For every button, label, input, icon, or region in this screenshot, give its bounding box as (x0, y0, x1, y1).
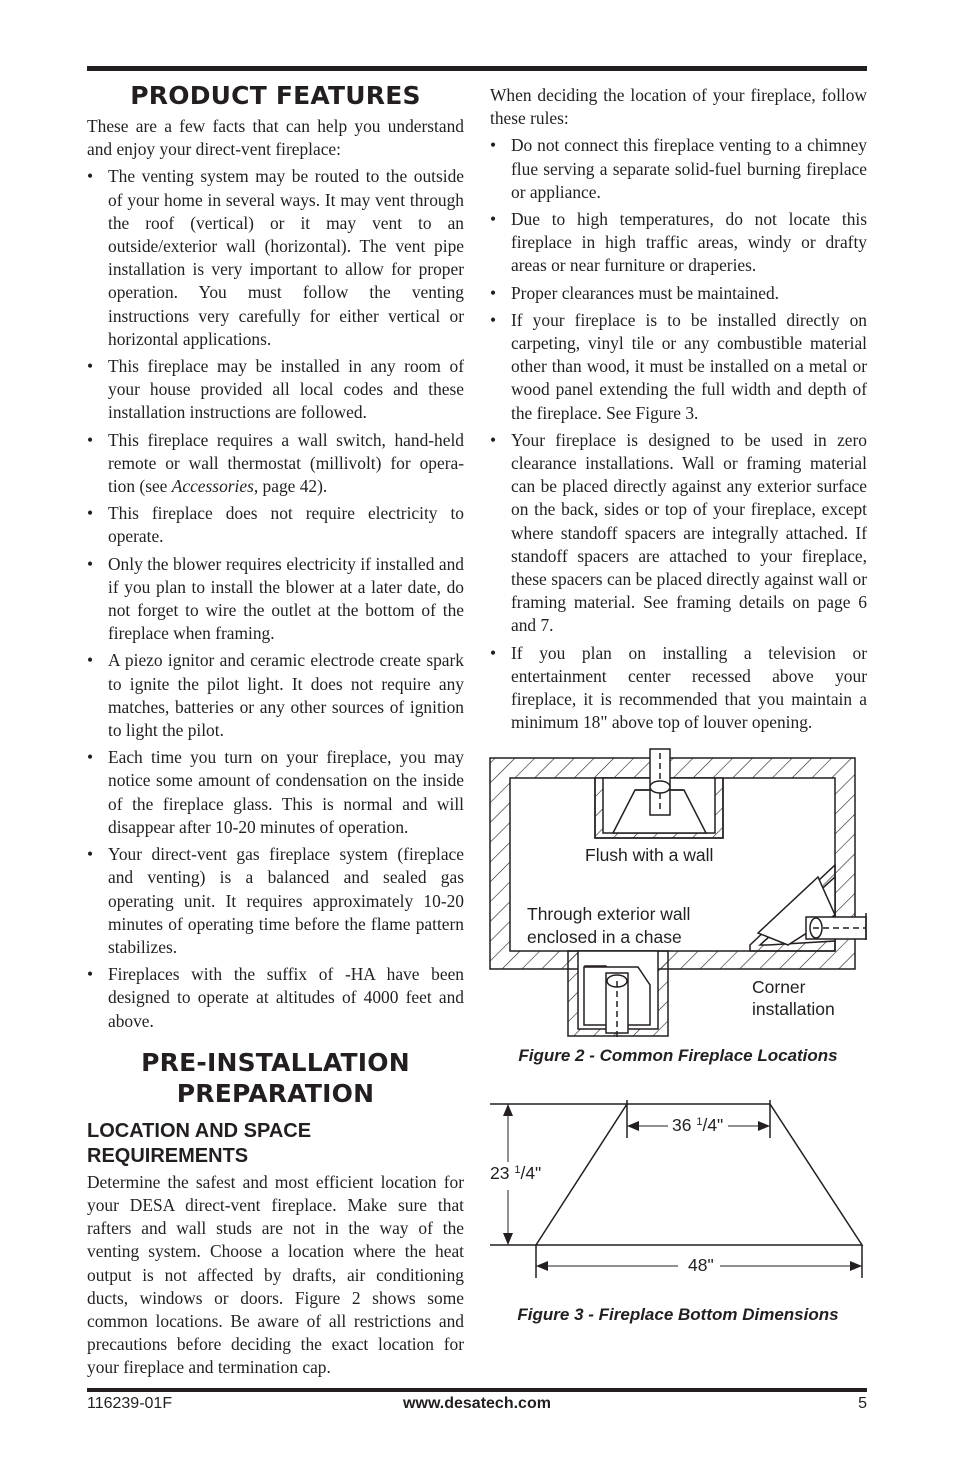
corner-label-line2: installation (752, 999, 835, 1019)
list-item: • Due to high temperatures, do not locate this fireplace in high traffic areas, windy or drafty areas or near furniture or draperies. (490, 208, 867, 278)
product-features-heading: PRODUCT FEATURES (130, 81, 421, 110)
figure-2-caption: Figure 2 - Common Fireplace Locations (518, 1046, 838, 1065)
bottom-rule (87, 1388, 867, 1392)
website-link[interactable]: www.desatech.com (403, 1395, 551, 1412)
depth-dimension: 23 $^1$/4" (490, 1163, 542, 1183)
corner-label-line1: Corner (752, 977, 806, 997)
part-number: 116239-01F (87, 1395, 173, 1412)
list-item: • Your fireplace is designed to be used in zero clearance installations. Wall or framing material can be placed directly against any exterior surface on the back, sides or top of your fireplace, except where standoff spacers are integrally attached. If standoff spacers are attached to your fireplace, these spacers can be placed directly against wall or framing material. See framing details on page 6 and 7. (490, 429, 867, 638)
accessories-reference: Accessories (171, 476, 254, 497)
location-subheading: LOCATION AND SPACE REQUIREMENTS (87, 1119, 312, 1167)
location-rules-intro: When deciding the location of your fireplace, follow these rules: (490, 85, 867, 129)
list-item: • Fireplaces with the suffix of -HA have been designed to operate at altitudes of 4000 feet and above. (87, 963, 464, 1033)
location-body: Determine the safest and most efficient location for your DESA direct-vent fireplace. Make sure that rafters and wall studs are not in the way of the venting system. Choose a location where the heat output is not affected by drafts, air conditioning ducts, windows or doors. Figure 2 shows some common locations. Be aware of all restrictions and precautions before deciding the exact location for your fireplace and termination cap. (87, 1171, 464, 1378)
product-features-intro: These are a few facts that can help you understand and enjoy your direct-vent fireplace: (87, 116, 464, 160)
figure-2-diagram (488, 745, 868, 1040)
chase-label-line2: enclosed in a chase (527, 927, 682, 947)
list-item: • Each time you turn on your fireplace, you may notice some amount of condensation on the inside of the fireplace glass. This is normal and will disappear after 10-20 minutes of operation. (87, 746, 464, 839)
flush-wall-label: Flush with a wall (585, 845, 714, 865)
list-item: • A piezo ignitor and ceramic electrode create spark to ignite the pilot light. It does not require any matches, batteries or any other sources of ignition to light the pilot. (87, 649, 464, 742)
list-item: • If you plan on installing a television or entertainment center recessed above your fireplace, it is recommended that you maintain a minimum 18" above top of louver opening. (490, 642, 867, 735)
top-width-dimension: 36 $^1$/4" (672, 1115, 724, 1135)
list-item: • Do not connect this fireplace venting to a chimney flue serving a separate solid-fuel burning fireplace or appliance. (490, 134, 867, 204)
pre-installation-heading: PRE-INSTALLATION PREPARATION (141, 1047, 410, 1108)
page-number: 5 (858, 1395, 867, 1412)
right-column (490, 84, 867, 734)
list-item: • Your direct-vent gas fireplace system (fireplace and venting) is a balanced and sealed gas operating unit. It requires approximately 10-20 minutes of operating time before the flame pattern stabilizes. (87, 843, 464, 959)
chase-label-line1: Through exterior wall (527, 904, 691, 924)
product-features-list (87, 165, 464, 1032)
list-item: • If your fireplace is to be installed directly on carpeting, vinyl tile or any combustible material other than wood, it must be installed on a metal or wood panel extending the full width and depth of the fireplace. See Figure 3. (490, 309, 867, 425)
list-item: • This fireplace may be installed in any room of your house provided all local codes and these installation instructions are followed. (87, 355, 464, 425)
list-item: • Only the blower requires electricity if installed and if you plan to install the blower at a later date, do not forget to wire the outlet at the bottom of the fireplace when framing. (87, 553, 464, 646)
left-column (87, 80, 464, 1380)
top-rule (87, 66, 867, 71)
list-item: • This fireplace does not require electricity to operate. (87, 502, 464, 548)
figure-3-diagram (488, 1098, 868, 1293)
figure-3-caption: Figure 3 - Fireplace Bottom Dimensions (517, 1305, 839, 1324)
location-rules-list (490, 134, 867, 734)
list-item: • The venting system may be routed to the outside of your home in several ways. It may vent through the roof (vertical) or it may vent to an outside/exterior wall (horizontal). The vent pipe installation is very important to allow for proper operation. You must follow the venting instructions very carefully for either vertical or horizontal applications. (87, 165, 464, 351)
list-item: • Proper clearances must be maintained. (490, 282, 867, 305)
list-item: • This fireplace requires a wall switch, hand-held remote or wall thermostat (millivolt) for opera- tion (see Accessories, page 42). (87, 429, 464, 499)
bottom-width-dimension: 48" (688, 1255, 714, 1275)
